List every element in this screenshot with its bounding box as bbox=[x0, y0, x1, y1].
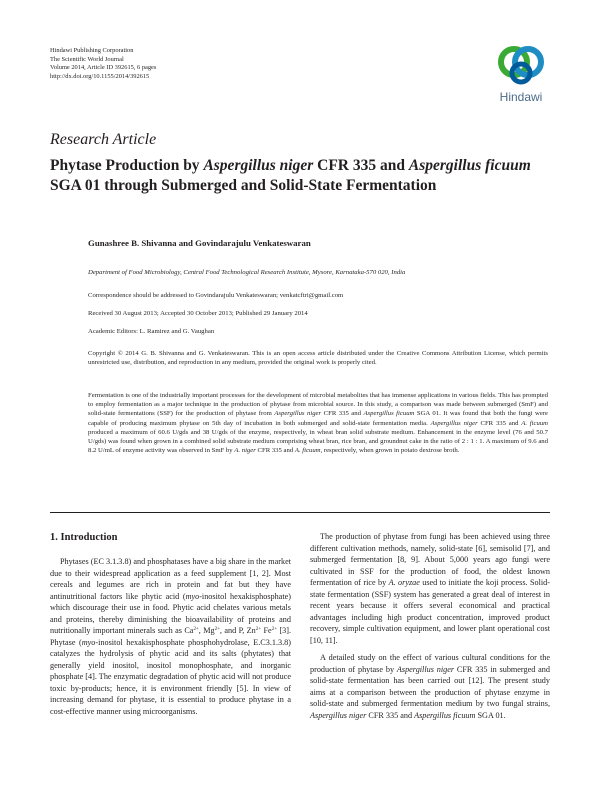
abstract-run: Aspergillus niger bbox=[430, 419, 478, 427]
article-dates: Received 30 August 2013; Accepted 30 October 2013; Published 29 January 2014 bbox=[88, 310, 308, 317]
authors: Gunashree B. Shivanna and Govindarajulu Venkateswaran bbox=[88, 238, 311, 248]
intro-right-2-run: Aspergillus niger bbox=[310, 710, 367, 720]
intro-column-left bbox=[50, 556, 291, 717]
intro-left-run: , Mg bbox=[198, 626, 215, 635]
abstract-run: produced a maximum of 60.6 U/gds and 38 U/gds of the enzyme, respectively, in wheat bran solid substrate medium. Enhancement in the enzyme level (76 and 50.7 U/gds) was found when grown in a combined solid substrate medium comprising wheat bran, rice bran, and groundnut cake in the ratio of 2 : 1 : 1. A maximum of 9.6 and 8.2 U/mL of enzyme activity was observed in SmF by bbox=[88, 428, 548, 455]
intro-paragraph-2 bbox=[310, 531, 550, 646]
intro-left-run: 2+ bbox=[255, 627, 262, 632]
abstract-run: CFR 335 and bbox=[255, 447, 295, 455]
hindawi-logo-icon bbox=[486, 40, 556, 90]
intro-left-run: Phytases (EC 3.1.3.8) and phosphatases have a big share in the market due to their widespread application as a feed supplement [1, 2]. Most cereals and legumes are rich in protein and fat but they have antinutritional factors like phytic acid ( bbox=[50, 557, 291, 601]
title-run: CFR 335 and bbox=[313, 157, 409, 174]
academic-editors: Academic Editors: L. Ramirez and G. Vaughan bbox=[88, 328, 215, 335]
abstract-run: A. ficuum bbox=[294, 447, 321, 455]
intro-paragraph-1 bbox=[50, 556, 291, 717]
abstract-run: Aspergillus ficuum bbox=[363, 410, 415, 418]
intro-column-right bbox=[310, 531, 550, 721]
intro-right-2-run: CFR 335 and bbox=[366, 710, 415, 720]
abstract-run: SGA 01. It was found that both the fungi were capable of producing maximum phytase on 5th day of incubation in both submerged and solid-state fermentation media. bbox=[88, 410, 549, 427]
intro-right-1-run: used to initiate the koji process. Solid-state fermentation (SSF) system has generated a great deal of interest in recent years because it offers several economical and practical advantages including high product concentration, improved product recovery, simple cultivation equipment, and lower plant operational cost [10, 11]. bbox=[310, 578, 550, 645]
intro-right-2-run: CFR 335 in submerged and solid-state fermentation has been carried out [12]. The present study aims at a comparison between the production of phytase enzyme in solid-state and submerged fermentation medium by two fungal strains, bbox=[310, 664, 550, 708]
intro-left-run: 2+ bbox=[214, 627, 220, 632]
publisher-name: Hindawi Publishing Corporation bbox=[50, 47, 134, 54]
article-title bbox=[50, 156, 550, 196]
intro-left-run: 2+ bbox=[271, 627, 278, 632]
intro-left-run: , and P, Zn bbox=[219, 626, 256, 635]
intro-left-run: -inositol hexakisphosphate phosphohydrolase, E.C3.1.3.8) catalyzes the hydrolysis of phytic acid and its salts (phytates) that generally yield inositol, inositol monophosphate, and inorganic phosphate [4]. The enzymatic degradation of phytic acid will not produce toxic by-products; hence, it is environment friendly [5]. In view of increasing demand for phytase, it is essential to produce phytase in a cost-effective manner using microorganisms. bbox=[50, 637, 291, 716]
copyright-notice: Copyright © 2014 G. B. Shivanna and G. Venkateswaran. This is an open access article distributed under the Creative Commons Attribution License, which permits unrestricted use, distribution, and reproduction in any medium, provided the original work is properly cited. bbox=[88, 350, 548, 366]
title-run: Aspergillus niger bbox=[203, 157, 314, 174]
doi-link[interactable]: http://dx.doi.org/10.1155/2014/392615 bbox=[50, 72, 150, 80]
abstract bbox=[88, 391, 548, 455]
publication-info bbox=[50, 47, 156, 81]
intro-right-2-run: SGA 01. bbox=[475, 710, 506, 720]
title-run: Phytase Production by bbox=[50, 157, 204, 174]
intro-right-2-run: Aspergillus ficuum bbox=[414, 710, 476, 720]
section-divider bbox=[50, 512, 550, 513]
hindawi-logo bbox=[486, 40, 556, 104]
intro-right-2-run: A detailed study on the effect of various cultural conditions for the production of phytase by bbox=[310, 653, 550, 674]
intro-left-run: 2+ bbox=[193, 627, 199, 632]
intro-right-1-run: A. oryzae bbox=[388, 578, 420, 587]
abstract-run: Fermentation is one of the industrially important processes for the development of microbial metabolites that has immense applications in various fields. This has prompted to employ fermentation as a major technique in the production of phytase from microbial source. In this study, a comparison was made between submerged (SmF) and solid-state fermentations (SSF) for the production of phytase from bbox=[88, 392, 548, 418]
intro-left-run: -inositol hexakisphosphate) which discourage their use in food. Phytic acid chelates various metals and proteins, thereby diminishing the bioavailability of proteins and nutritionally important minerals such as Ca bbox=[50, 591, 291, 635]
affiliation: Department of Food Microbiology, Central Food Technological Research Institute, Mysore, Karnataka-570 020, India bbox=[88, 269, 406, 276]
abstract-run: A. ficuum bbox=[521, 419, 548, 427]
intro-left-run: myo bbox=[185, 591, 200, 601]
intro-right-2-run: Aspergillus niger bbox=[396, 664, 455, 674]
hindawi-logo-text: Hindawi bbox=[499, 90, 543, 104]
journal-name: The Scientific World Journal bbox=[50, 55, 124, 63]
intro-left-run: myo bbox=[81, 637, 96, 647]
abstract-run: A. niger bbox=[234, 447, 256, 455]
article-type: Research Article bbox=[50, 131, 157, 148]
abstract-run: CFR 335 and bbox=[477, 419, 522, 427]
intro-right-1-run: The production of phytase from fungi has been achieved using three different cultivation methods, namely, solid-state [6], semisolid [7], and submerged fermentation [8, 9]. About 5,000 years ago fungi were cultivated in SSF for the production of food, the oldest known fermentation of rice by bbox=[310, 532, 550, 587]
abstract-run: CFR 335 and bbox=[321, 410, 364, 418]
section-heading-introduction: 1. Introduction bbox=[50, 532, 118, 543]
correspondence: Correspondence should be addressed to Govindarajulu Venkateswaran; venkatcftri@gmail.com bbox=[88, 292, 344, 299]
intro-paragraph-3 bbox=[310, 652, 550, 721]
title-run: Aspergillus ficuum bbox=[408, 157, 531, 174]
title-run: SGA 01 through Submerged and Solid-State Fermentation bbox=[50, 177, 437, 194]
abstract-run: Aspergillus niger bbox=[274, 410, 322, 418]
volume-info: Volume 2014, Article ID 392615, 6 pages bbox=[50, 64, 157, 72]
intro-left-run: [3]. Phytase ( bbox=[50, 626, 292, 647]
intro-left-run: Fe bbox=[261, 626, 272, 635]
abstract-run: , respectively, when grown in potato dextrose broth. bbox=[320, 447, 460, 455]
